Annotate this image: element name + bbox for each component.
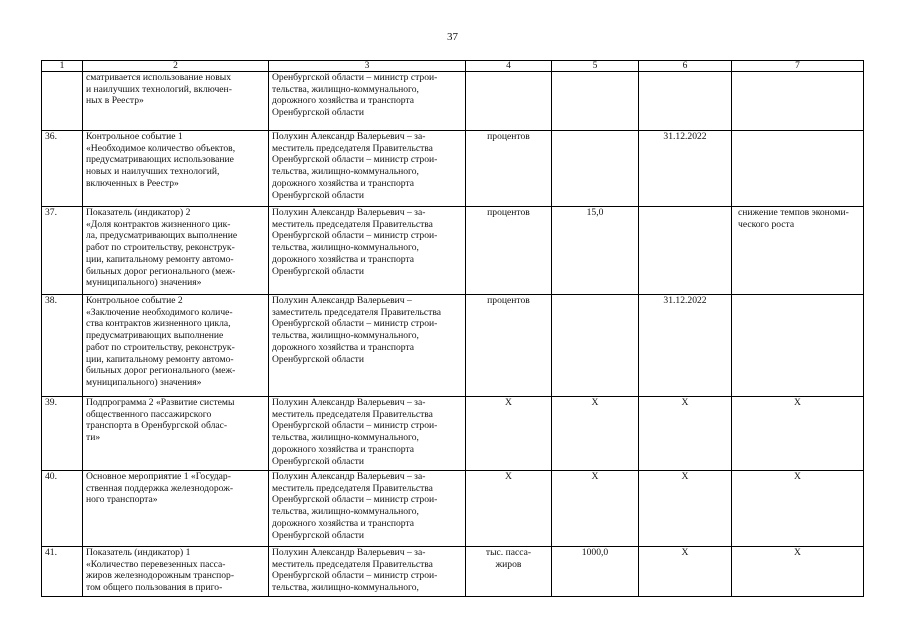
item-name: Основное мероприятие 1 «Государ- ственная поддержка железнодорож- ного транспорта» [83,471,269,547]
row-number: 41. [42,547,83,597]
responsible-person: Полухин Александр Валерьевич – за- меститель председателя Правительства Оренбургской области – министр строи- тельства, жилищно-коммунального, [269,547,466,597]
value: 1000,0 [552,547,639,597]
note: Х [732,397,864,471]
item-name: Подпрограмма 2 «Развитие системы общественного пассажирского транспорта в Оренбургской облас- ти» [83,397,269,471]
responsible-person: Полухин Александр Валерьевич – за- меститель председателя Правительства Оренбургской области – министр строи- тельства, жилищно-коммунального, дорожного хозяйства и транспорта Оренбургской области [269,397,466,471]
unit: Х [466,471,552,547]
note: Х [732,547,864,597]
value [552,131,639,207]
date: Х [639,471,732,547]
unit: процентов [466,131,552,207]
date: 31.12.2022 [639,295,732,397]
value: Х [552,471,639,547]
date: Х [639,397,732,471]
row-number [42,72,83,131]
row-number: 38. [42,295,83,397]
unit [466,72,552,131]
column-number-row [42,61,864,72]
column-header-3: 3 [269,61,466,72]
value: 15,0 [552,207,639,295]
responsible-person: Оренбургской области – министр строи- тельства, жилищно-коммунального, дорожного хозяйства и транспорта Оренбургской области [269,72,466,131]
item-name: сматривается использование новых и наилучших технологий, включен- ных в Реестр» [83,72,269,131]
column-header-6: 6 [639,61,732,72]
unit: Х [466,397,552,471]
note [732,295,864,397]
table-row [42,131,864,207]
item-name: Контрольное событие 2 «Заключение необходимого количе- ства контрактов жизненного цикла, предусматривающих выполнение работ по строительству, реконструк- ции, капитальному ремонту автомо- бильных дорог регионального (меж- муниципального) значения» [83,295,269,397]
column-header-1: 1 [42,61,83,72]
table-row [42,72,864,131]
responsible-person: Полухин Александр Валерьевич – за- меститель председателя Правительства Оренбургской области – министр строи- тельства, жилищно-коммунального, дорожного хозяйства и транспорта Оренбургской области [269,471,466,547]
row-number: 39. [42,397,83,471]
responsible-person: Полухин Александр Валерьевич – за- меститель председателя Правительства Оренбургской области – министр строи- тельства, жилищно-коммунального, дорожного хозяйства и транспорта Оренбургской области [269,207,466,295]
note: Х [732,471,864,547]
responsible-person: Полухин Александр Валерьевич – заместитель председателя Правительства Оренбургской области – министр строи- тельства, жилищно-коммунального, дорожного хозяйства и транспорта Оренбургской области [269,295,466,397]
date: Х [639,547,732,597]
table-row [42,397,864,471]
column-header-4: 4 [466,61,552,72]
date: 31.12.2022 [639,131,732,207]
value [552,295,639,397]
value [552,72,639,131]
table-row [42,471,864,547]
row-number: 40. [42,471,83,547]
date [639,72,732,131]
unit: тыс. пасса- жиров [466,547,552,597]
note [732,72,864,131]
column-header-2: 2 [83,61,269,72]
value: Х [552,397,639,471]
row-number: 37. [42,207,83,295]
date [639,207,732,295]
row-number: 36. [42,131,83,207]
column-header-7: 7 [732,61,864,72]
table-row [42,207,864,295]
item-name: Показатель (индикатор) 1 «Количество перевезенных пасса- жиров железнодорожным транспор- том общего пользования в приго- [83,547,269,597]
note: снижение темпов экономи- ческого роста [732,207,864,295]
unit: процентов [466,295,552,397]
table-row [42,547,864,597]
unit: процентов [466,207,552,295]
indicators-table [41,60,864,597]
item-name: Показатель (индикатор) 2 «Доля контрактов жизненного цик- ла, предусматривающих выполнение работ по строительству, реконструк- ции, капитальному ремонту автомо- бильных дорог регионального (меж- муниципального) значения» [83,207,269,295]
item-name: Контрольное событие 1 «Необходимое количество объектов, предусматривающих использование новых и наилучших технологий, включенных в Реестр» [83,131,269,207]
responsible-person: Полухин Александр Валерьевич – за- меститель председателя Правительства Оренбургской области – министр строи- тельства, жилищно-коммунального, дорожного хозяйства и транспорта Оренбургской области [269,131,466,207]
page-number: 37 [447,31,458,43]
table-row [42,295,864,397]
column-header-5: 5 [552,61,639,72]
note [732,131,864,207]
